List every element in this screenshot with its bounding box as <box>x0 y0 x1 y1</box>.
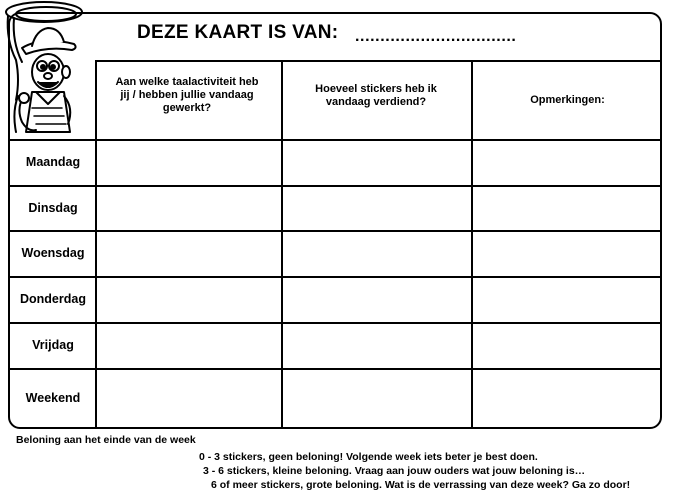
day-label-weekend: Weekend <box>25 391 81 405</box>
grid-line-row <box>10 322 662 324</box>
header-stickers: Hoeveel stickers heb ik vandaag verdiend? <box>315 83 437 108</box>
grid-line-row <box>10 230 662 232</box>
grid-line-col <box>95 60 97 428</box>
day-label-tuesday: Dinsdag <box>28 201 78 215</box>
reward-rule-high: 6 of meer stickers, grote beloning. Wat is de verrassing van deze week? Ga zo door! <box>211 479 631 491</box>
name-line: ................................ <box>355 28 517 45</box>
grid-line-row <box>10 276 662 278</box>
header-remarks: Opmerkingen: <box>530 94 605 106</box>
grid-line-row <box>10 368 662 370</box>
day-label-thursday: Donderdag <box>20 292 86 306</box>
reward-rule-low: 0 - 3 stickers, geen beloning! Volgende week iets beter je best doen. <box>199 451 538 463</box>
grid-line-header <box>10 139 662 141</box>
day-label-wednesday: Woensdag <box>21 246 85 260</box>
day-label-friday: Vrijdag <box>32 338 74 352</box>
grid-line-col <box>471 60 473 428</box>
reward-title: Beloning aan het einde van de week <box>16 434 196 446</box>
grid-line-row <box>10 185 662 187</box>
reward-rule-mid: 3 - 6 stickers, kleine beloning. Vraag aan jouw ouders wat jouw beloning is… <box>203 465 586 477</box>
header-activity: Aan welke taalactiviteit heb jij / hebben jullie vandaag gewerkt? <box>115 76 259 114</box>
day-label-monday: Maandag <box>25 155 81 169</box>
grid-line-col <box>281 60 283 428</box>
card-border <box>8 12 662 429</box>
card-title: DEZE KAART IS VAN: <box>137 22 339 43</box>
grid-line-top <box>95 60 662 62</box>
